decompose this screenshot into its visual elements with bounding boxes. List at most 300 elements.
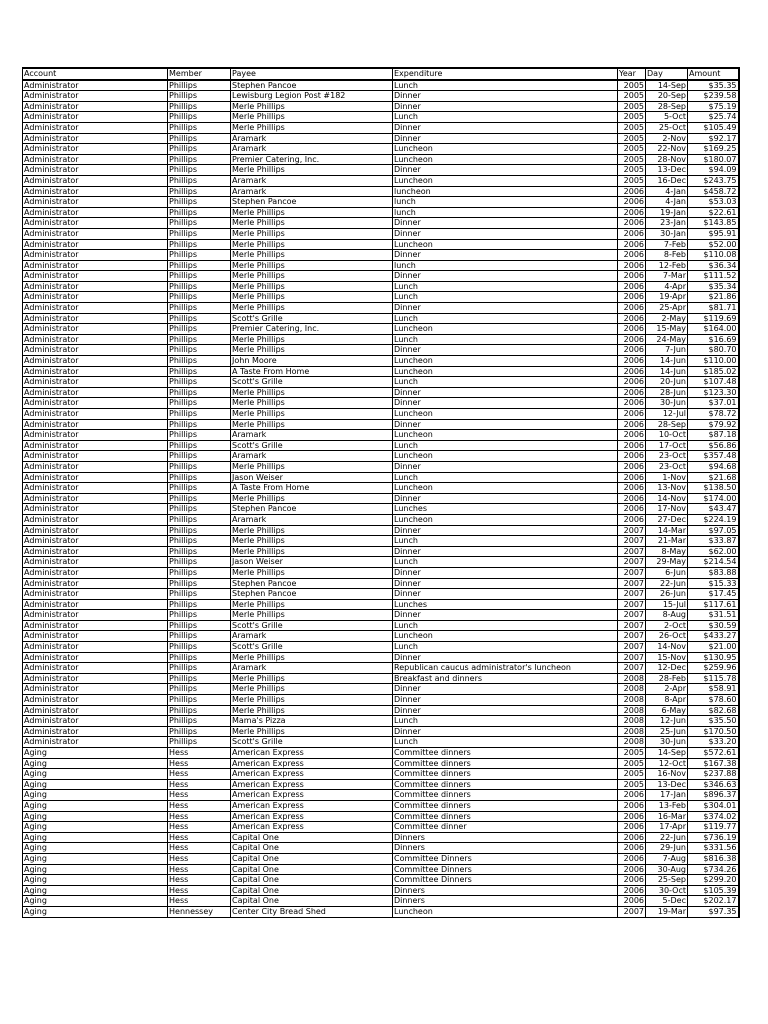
payee-cell: Merle Phillips: [231, 207, 393, 218]
amount-cell: $734.26: [688, 864, 739, 875]
member-cell: Phillips: [168, 303, 231, 314]
amount-cell: $458.72: [688, 186, 739, 197]
payee-cell: Merle Phillips: [231, 684, 393, 695]
day-cell: 14-Nov: [646, 642, 688, 653]
amount-cell: $119.77: [688, 822, 739, 833]
table-row: [23, 589, 739, 600]
year-cell: 2006: [618, 832, 646, 843]
member-cell: Phillips: [168, 631, 231, 642]
member-cell: Phillips: [168, 663, 231, 674]
expenditure-cell: Committee dinners: [393, 769, 618, 780]
amount-cell: $33.20: [688, 737, 739, 748]
member-cell: Phillips: [168, 366, 231, 377]
table-row: [23, 398, 739, 409]
expenditure-cell: Dinners: [393, 896, 618, 907]
payee-cell: Merle Phillips: [231, 599, 393, 610]
account-cell: Administrator: [23, 334, 168, 345]
expenditure-cell: Dinner: [393, 133, 618, 144]
expenditure-cell: Committee dinners: [393, 748, 618, 759]
member-cell: Hess: [168, 779, 231, 790]
table-header: [23, 68, 739, 80]
account-cell: Administrator: [23, 737, 168, 748]
account-cell: Administrator: [23, 546, 168, 557]
year-cell: 2006: [618, 239, 646, 250]
member-cell: Phillips: [168, 716, 231, 727]
table-row: [23, 642, 739, 653]
payee-cell: Merle Phillips: [231, 610, 393, 621]
year-cell: 2005: [618, 779, 646, 790]
year-cell: 2006: [618, 430, 646, 441]
table-row: [23, 112, 739, 123]
amount-cell: $130.95: [688, 652, 739, 663]
day-cell: 26-Oct: [646, 631, 688, 642]
payee-cell: Merle Phillips: [231, 461, 393, 472]
year-cell: 2006: [618, 345, 646, 356]
day-cell: 14-Sep: [646, 748, 688, 759]
payee-cell: Merle Phillips: [231, 567, 393, 578]
year-cell: 2008: [618, 673, 646, 684]
account-cell: Administrator: [23, 705, 168, 716]
day-cell: 30-Jun: [646, 398, 688, 409]
member-cell: Phillips: [168, 398, 231, 409]
payee-cell: Aramark: [231, 631, 393, 642]
year-cell: 2007: [618, 599, 646, 610]
year-cell: 2005: [618, 80, 646, 91]
account-cell: Administrator: [23, 673, 168, 684]
payee-cell: Aramark: [231, 514, 393, 525]
member-cell: Phillips: [168, 409, 231, 420]
account-cell: Administrator: [23, 175, 168, 186]
day-cell: 28-Jun: [646, 387, 688, 398]
member-cell: Hess: [168, 800, 231, 811]
member-cell: Phillips: [168, 387, 231, 398]
payee-cell: Stephen Pancoe: [231, 578, 393, 589]
payee-cell: Scott's Grille: [231, 620, 393, 631]
expenditure-cell: Dinner: [393, 610, 618, 621]
payee-cell: Jason Weiser: [231, 472, 393, 483]
amount-cell: $52.00: [688, 239, 739, 250]
amount-cell: $21.00: [688, 642, 739, 653]
member-cell: Phillips: [168, 430, 231, 441]
amount-cell: $816.38: [688, 853, 739, 864]
payee-cell: American Express: [231, 779, 393, 790]
payee-cell: American Express: [231, 822, 393, 833]
account-cell: Administrator: [23, 197, 168, 208]
expenditure-cell: Luncheon: [393, 154, 618, 165]
member-cell: Phillips: [168, 250, 231, 261]
table-row: [23, 758, 739, 769]
member-cell: Phillips: [168, 514, 231, 525]
payee-cell: Merle Phillips: [231, 398, 393, 409]
expenditure-cell: Luncheon: [393, 356, 618, 367]
year-cell: 2008: [618, 695, 646, 706]
account-cell: Administrator: [23, 207, 168, 218]
amount-cell: $94.68: [688, 461, 739, 472]
payee-cell: Merle Phillips: [231, 303, 393, 314]
amount-cell: $94.09: [688, 165, 739, 176]
amount-cell: $167.38: [688, 758, 739, 769]
year-cell: 2007: [618, 906, 646, 917]
expenditure-cell: Dinner: [393, 387, 618, 398]
year-cell: 2006: [618, 292, 646, 303]
payee-cell: Capital One: [231, 875, 393, 886]
amount-cell: $299.20: [688, 875, 739, 886]
day-cell: 7-Feb: [646, 239, 688, 250]
expenditure-cell: Dinner: [393, 695, 618, 706]
day-cell: 12-Dec: [646, 663, 688, 674]
amount-cell: $107.48: [688, 377, 739, 388]
expenditure-cell: Luncheon: [393, 144, 618, 155]
day-cell: 8-Aug: [646, 610, 688, 621]
year-cell: 2006: [618, 228, 646, 239]
member-cell: Phillips: [168, 652, 231, 663]
amount-cell: $736.19: [688, 832, 739, 843]
amount-cell: $17.45: [688, 589, 739, 600]
member-cell: Phillips: [168, 345, 231, 356]
table-row: [23, 599, 739, 610]
day-cell: 28-Sep: [646, 419, 688, 430]
column-header-expenditure: Expenditure: [393, 68, 618, 80]
amount-cell: $170.50: [688, 726, 739, 737]
amount-cell: $304.01: [688, 800, 739, 811]
account-cell: Administrator: [23, 642, 168, 653]
account-cell: Administrator: [23, 461, 168, 472]
year-cell: 2005: [618, 112, 646, 123]
payee-cell: Stephen Pancoe: [231, 80, 393, 91]
year-cell: 2006: [618, 472, 646, 483]
member-cell: Hess: [168, 790, 231, 801]
account-cell: Administrator: [23, 610, 168, 621]
account-cell: Aging: [23, 790, 168, 801]
year-cell: 2005: [618, 758, 646, 769]
day-cell: 5-Oct: [646, 112, 688, 123]
member-cell: Phillips: [168, 144, 231, 155]
amount-cell: $75.19: [688, 101, 739, 112]
amount-cell: $15.33: [688, 578, 739, 589]
year-cell: 2007: [618, 589, 646, 600]
year-cell: 2005: [618, 769, 646, 780]
day-cell: 2-Oct: [646, 620, 688, 631]
amount-cell: $35.34: [688, 281, 739, 292]
amount-cell: $31.51: [688, 610, 739, 621]
expenditure-cell: Dinner: [393, 684, 618, 695]
year-cell: 2006: [618, 790, 646, 801]
account-cell: Administrator: [23, 483, 168, 494]
column-header-payee: Payee: [231, 68, 393, 80]
table-row: [23, 567, 739, 578]
payee-cell: Stephen Pancoe: [231, 589, 393, 600]
member-cell: Phillips: [168, 737, 231, 748]
day-cell: 25-Sep: [646, 875, 688, 886]
account-cell: Aging: [23, 885, 168, 896]
member-cell: Phillips: [168, 599, 231, 610]
year-cell: 2007: [618, 578, 646, 589]
member-cell: Phillips: [168, 610, 231, 621]
table-row: [23, 186, 739, 197]
year-cell: 2006: [618, 843, 646, 854]
amount-cell: $143.85: [688, 218, 739, 229]
member-cell: Phillips: [168, 80, 231, 91]
account-cell: Administrator: [23, 292, 168, 303]
payee-cell: Merle Phillips: [231, 271, 393, 282]
table-row: [23, 313, 739, 324]
account-cell: Administrator: [23, 218, 168, 229]
amount-cell: $95.91: [688, 228, 739, 239]
table-row: [23, 610, 739, 621]
member-cell: Phillips: [168, 419, 231, 430]
payee-cell: Merle Phillips: [231, 409, 393, 420]
member-cell: Phillips: [168, 218, 231, 229]
expenditure-cell: Lunch: [393, 281, 618, 292]
member-cell: Hess: [168, 758, 231, 769]
day-cell: 29-May: [646, 557, 688, 568]
table-row: [23, 853, 739, 864]
member-cell: Phillips: [168, 112, 231, 123]
year-cell: 2006: [618, 218, 646, 229]
account-cell: Administrator: [23, 631, 168, 642]
member-cell: Phillips: [168, 154, 231, 165]
year-cell: 2005: [618, 101, 646, 112]
day-cell: 30-Aug: [646, 864, 688, 875]
member-cell: Phillips: [168, 122, 231, 133]
table-row: [23, 832, 739, 843]
year-cell: 2005: [618, 165, 646, 176]
table-row: [23, 133, 739, 144]
payee-cell: Aramark: [231, 133, 393, 144]
amount-cell: $331.56: [688, 843, 739, 854]
payee-cell: Aramark: [231, 186, 393, 197]
expenditure-cell: Lunch: [393, 292, 618, 303]
day-cell: 15-May: [646, 324, 688, 335]
table-row: [23, 324, 739, 335]
expenditure-cell: Lunch: [393, 642, 618, 653]
year-cell: 2006: [618, 260, 646, 271]
year-cell: 2006: [618, 313, 646, 324]
expenditure-cell: Lunch: [393, 716, 618, 727]
table-row: [23, 419, 739, 430]
day-cell: 22-Jun: [646, 578, 688, 589]
member-cell: Hess: [168, 896, 231, 907]
year-cell: 2007: [618, 567, 646, 578]
amount-cell: $35.50: [688, 716, 739, 727]
payee-cell: Merle Phillips: [231, 218, 393, 229]
day-cell: 23-Oct: [646, 461, 688, 472]
member-cell: Phillips: [168, 684, 231, 695]
column-header-amount: Amount: [688, 68, 739, 80]
account-cell: Administrator: [23, 122, 168, 133]
table-row: [23, 525, 739, 536]
table-row: [23, 387, 739, 398]
day-cell: 8-May: [646, 546, 688, 557]
day-cell: 13-Dec: [646, 165, 688, 176]
expenditure-cell: Dinner: [393, 398, 618, 409]
expenditure-cell: Luncheon: [393, 631, 618, 642]
table-row: [23, 557, 739, 568]
member-cell: Hennessey: [168, 906, 231, 917]
table-row: [23, 737, 739, 748]
year-cell: 2006: [618, 461, 646, 472]
table-row: [23, 154, 739, 165]
account-cell: Administrator: [23, 652, 168, 663]
day-cell: 17-Apr: [646, 822, 688, 833]
member-cell: Phillips: [168, 483, 231, 494]
payee-cell: Merle Phillips: [231, 345, 393, 356]
account-cell: Administrator: [23, 186, 168, 197]
member-cell: Phillips: [168, 578, 231, 589]
day-cell: 6-May: [646, 705, 688, 716]
account-cell: Aging: [23, 832, 168, 843]
day-cell: 21-Mar: [646, 536, 688, 547]
amount-cell: $56.86: [688, 440, 739, 451]
payee-cell: Merle Phillips: [231, 419, 393, 430]
year-cell: 2007: [618, 557, 646, 568]
amount-cell: $82.68: [688, 705, 739, 716]
payee-cell: Merle Phillips: [231, 112, 393, 123]
member-cell: Hess: [168, 769, 231, 780]
amount-cell: $92.17: [688, 133, 739, 144]
payee-cell: Merle Phillips: [231, 101, 393, 112]
amount-cell: $214.54: [688, 557, 739, 568]
account-cell: Administrator: [23, 281, 168, 292]
table-row: [23, 250, 739, 261]
day-cell: 16-Mar: [646, 811, 688, 822]
expenditure-cell: Dinner: [393, 218, 618, 229]
payee-cell: Merle Phillips: [231, 250, 393, 261]
year-cell: 2006: [618, 853, 646, 864]
table-row: [23, 472, 739, 483]
account-cell: Aging: [23, 896, 168, 907]
payee-cell: Capital One: [231, 853, 393, 864]
account-cell: Administrator: [23, 80, 168, 91]
account-cell: Aging: [23, 769, 168, 780]
amount-cell: $78.60: [688, 695, 739, 706]
day-cell: 15-Nov: [646, 652, 688, 663]
table-row: [23, 843, 739, 854]
amount-cell: $237.88: [688, 769, 739, 780]
year-cell: 2005: [618, 748, 646, 759]
day-cell: 24-May: [646, 334, 688, 345]
expenditure-cell: Dinner: [393, 419, 618, 430]
amount-cell: $37.01: [688, 398, 739, 409]
expenditure-cell: Dinner: [393, 122, 618, 133]
payee-cell: Capital One: [231, 832, 393, 843]
member-cell: Hess: [168, 843, 231, 854]
year-cell: 2006: [618, 207, 646, 218]
expenditure-cell: Committee dinners: [393, 790, 618, 801]
member-cell: Phillips: [168, 292, 231, 303]
account-cell: Administrator: [23, 271, 168, 282]
amount-cell: $35.35: [688, 80, 739, 91]
payee-cell: Capital One: [231, 843, 393, 854]
day-cell: 17-Oct: [646, 440, 688, 451]
expenditure-cell: Luncheon: [393, 906, 618, 917]
table-row: [23, 281, 739, 292]
year-cell: 2006: [618, 334, 646, 345]
amount-cell: $21.86: [688, 292, 739, 303]
year-cell: 2005: [618, 154, 646, 165]
amount-cell: $374.02: [688, 811, 739, 822]
day-cell: 8-Apr: [646, 695, 688, 706]
table-row: [23, 80, 739, 91]
day-cell: 28-Nov: [646, 154, 688, 165]
expenditure-cell: Committee Dinners: [393, 853, 618, 864]
payee-cell: American Express: [231, 790, 393, 801]
year-cell: 2006: [618, 514, 646, 525]
amount-cell: $110.00: [688, 356, 739, 367]
year-cell: 2006: [618, 271, 646, 282]
year-cell: 2006: [618, 366, 646, 377]
expenditure-cell: Committee dinners: [393, 811, 618, 822]
expenditure-cell: Dinner: [393, 652, 618, 663]
payee-cell: Merle Phillips: [231, 239, 393, 250]
payee-cell: Aramark: [231, 144, 393, 155]
expenditure-cell: Luncheon: [393, 175, 618, 186]
payee-cell: A Taste From Home: [231, 366, 393, 377]
year-cell: 2008: [618, 716, 646, 727]
year-cell: 2005: [618, 175, 646, 186]
account-cell: Aging: [23, 811, 168, 822]
member-cell: Phillips: [168, 165, 231, 176]
payee-cell: Scott's Grille: [231, 737, 393, 748]
table-row: [23, 175, 739, 186]
day-cell: 29-Jun: [646, 843, 688, 854]
expenditure-cell: Dinners: [393, 843, 618, 854]
table-row: [23, 652, 739, 663]
account-cell: Administrator: [23, 387, 168, 398]
day-cell: 7-Jun: [646, 345, 688, 356]
amount-cell: $185.02: [688, 366, 739, 377]
table-row: [23, 514, 739, 525]
table-row: [23, 483, 739, 494]
amount-cell: $80.70: [688, 345, 739, 356]
payee-cell: American Express: [231, 811, 393, 822]
day-cell: 19-Mar: [646, 906, 688, 917]
amount-cell: $164.00: [688, 324, 739, 335]
table-row: [23, 779, 739, 790]
year-cell: 2006: [618, 864, 646, 875]
table-row: [23, 122, 739, 133]
amount-cell: $105.39: [688, 885, 739, 896]
amount-cell: $117.61: [688, 599, 739, 610]
payee-cell: Capital One: [231, 885, 393, 896]
year-cell: 2006: [618, 356, 646, 367]
table-row: [23, 673, 739, 684]
day-cell: 4-Jan: [646, 197, 688, 208]
payee-cell: Merle Phillips: [231, 165, 393, 176]
expenditure-cell: Lunch: [393, 620, 618, 631]
day-cell: 23-Jan: [646, 218, 688, 229]
expenditure-cell: Lunch: [393, 536, 618, 547]
table-row: [23, 493, 739, 504]
member-cell: Hess: [168, 864, 231, 875]
account-cell: Administrator: [23, 260, 168, 271]
day-cell: 12-Jun: [646, 716, 688, 727]
year-cell: 2006: [618, 387, 646, 398]
expenditure-cell: Committee dinners: [393, 779, 618, 790]
account-cell: Administrator: [23, 409, 168, 420]
table-row: [23, 366, 739, 377]
expenditure-cell: Committee dinners: [393, 758, 618, 769]
expenditure-cell: Dinner: [393, 493, 618, 504]
member-cell: Hess: [168, 748, 231, 759]
account-cell: Aging: [23, 779, 168, 790]
table-row: [23, 228, 739, 239]
table-row: [23, 631, 739, 642]
account-cell: Administrator: [23, 356, 168, 367]
day-cell: 2-Nov: [646, 133, 688, 144]
year-cell: 2007: [618, 652, 646, 663]
payee-cell: Scott's Grille: [231, 642, 393, 653]
